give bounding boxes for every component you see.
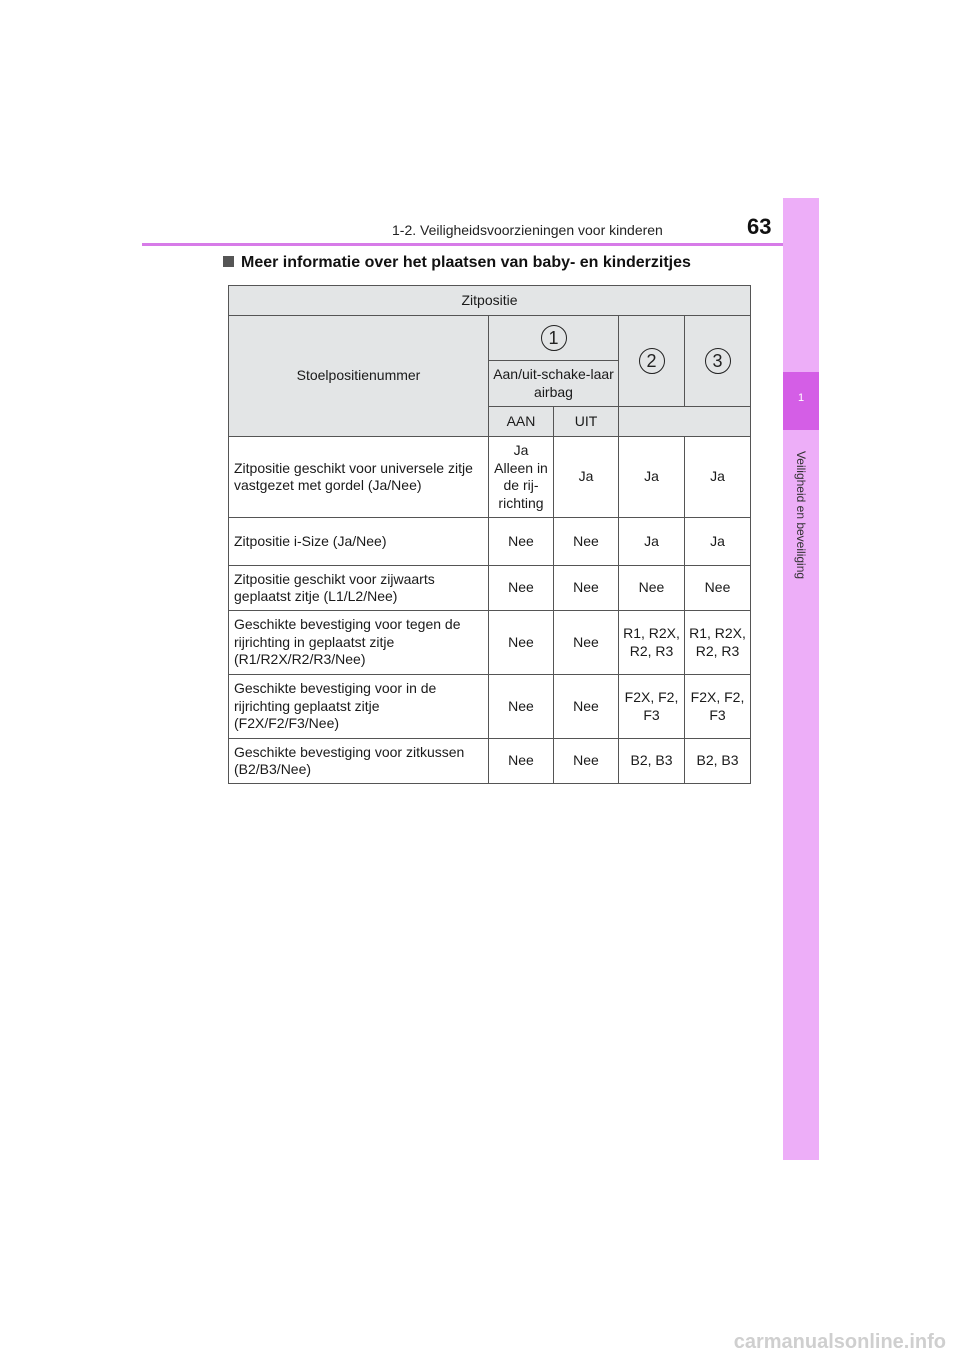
row-label: Geschikte bevestiging voor zitkussen (B2/B3/Nee) [229, 739, 489, 784]
position-1-badge: 1 [541, 325, 567, 351]
cell-uit: Nee [554, 739, 619, 784]
cell-uit: Nee [554, 675, 619, 739]
table-header-row [229, 286, 751, 316]
chapter-label: Veiligheid en beveiliging [794, 450, 808, 580]
cell-uit: Nee [554, 611, 619, 675]
table-header-row [229, 316, 751, 361]
cell-position-3: B2, B3 [685, 739, 751, 784]
row-label: Zitpositie i-Size (Ja/Nee) [229, 518, 489, 566]
table-row [229, 566, 751, 611]
header-position-2 [619, 316, 685, 407]
header-airbag-switch: Aan/uit-schake-laar airbag [489, 361, 619, 407]
header-zitpositie: Zitpositie [229, 286, 751, 316]
table-row [229, 611, 751, 675]
cell-aan: Nee [489, 518, 554, 566]
cell-position-2: R1, R2X, R2, R3 [619, 611, 685, 675]
table-row [229, 518, 751, 566]
table-row [229, 437, 751, 518]
cell-aan: Nee [489, 739, 554, 784]
cell-position-2: Ja [619, 437, 685, 518]
chapter-side-tab [783, 198, 819, 1160]
header-empty [619, 407, 751, 437]
cell-uit: Nee [554, 566, 619, 611]
watermark: carmanualsonline.info [733, 1331, 946, 1353]
section-heading [223, 254, 691, 272]
cell-position-2: Nee [619, 566, 685, 611]
header-uit: UIT [554, 407, 619, 437]
cell-position-3: Ja [685, 518, 751, 566]
cell-uit: Ja [554, 437, 619, 518]
table-row [229, 675, 751, 739]
cell-uit: Nee [554, 518, 619, 566]
square-bullet-icon [223, 256, 234, 267]
header-position-3 [685, 316, 751, 407]
row-label: Zitpositie geschikt voor universele zitje vastgezet met gordel (Ja/Nee) [229, 437, 489, 518]
page-number: 63 [747, 214, 772, 239]
row-label: Geschikte bevestiging voor tegen de rijrichting in geplaatst zitje (R1/R2X/R2/R3/Nee) [229, 611, 489, 675]
cell-aan: Nee [489, 566, 554, 611]
cell-aan: Nee [489, 675, 554, 739]
chapter-number: 1 [797, 392, 805, 404]
section-heading-text: Meer informatie over het plaatsen van baby- en kinderzitjes [241, 254, 691, 271]
cell-position-2: Ja [619, 518, 685, 566]
cell-position-3: Ja [685, 437, 751, 518]
cell-aan: Ja Alleen in de rij-richting [489, 437, 554, 518]
cell-position-3: R1, R2X, R2, R3 [685, 611, 751, 675]
cell-position-2: B2, B3 [619, 739, 685, 784]
header-divider [142, 243, 819, 246]
position-2-badge: 2 [639, 348, 665, 374]
cell-position-3: Nee [685, 566, 751, 611]
header-title: 1-2. Veiligheidsvoorzieningen voor kinderen [392, 222, 663, 238]
cell-position-3: F2X, F2, F3 [685, 675, 751, 739]
cell-aan: Nee [489, 611, 554, 675]
table-row [229, 739, 751, 784]
position-3-badge: 3 [705, 348, 731, 374]
row-label: Geschikte bevestiging voor in de rijrichting geplaatst zitje (F2X/F2/F3/Nee) [229, 675, 489, 739]
header-aan: AAN [489, 407, 554, 437]
seat-position-table [228, 285, 751, 784]
cell-position-2: F2X, F2, F3 [619, 675, 685, 739]
header-position-1 [489, 316, 619, 361]
header-stoelpositienummer: Stoelpositienummer [229, 316, 489, 437]
row-label: Zitpositie geschikt voor zijwaarts geplaatst zitje (L1/L2/Nee) [229, 566, 489, 611]
